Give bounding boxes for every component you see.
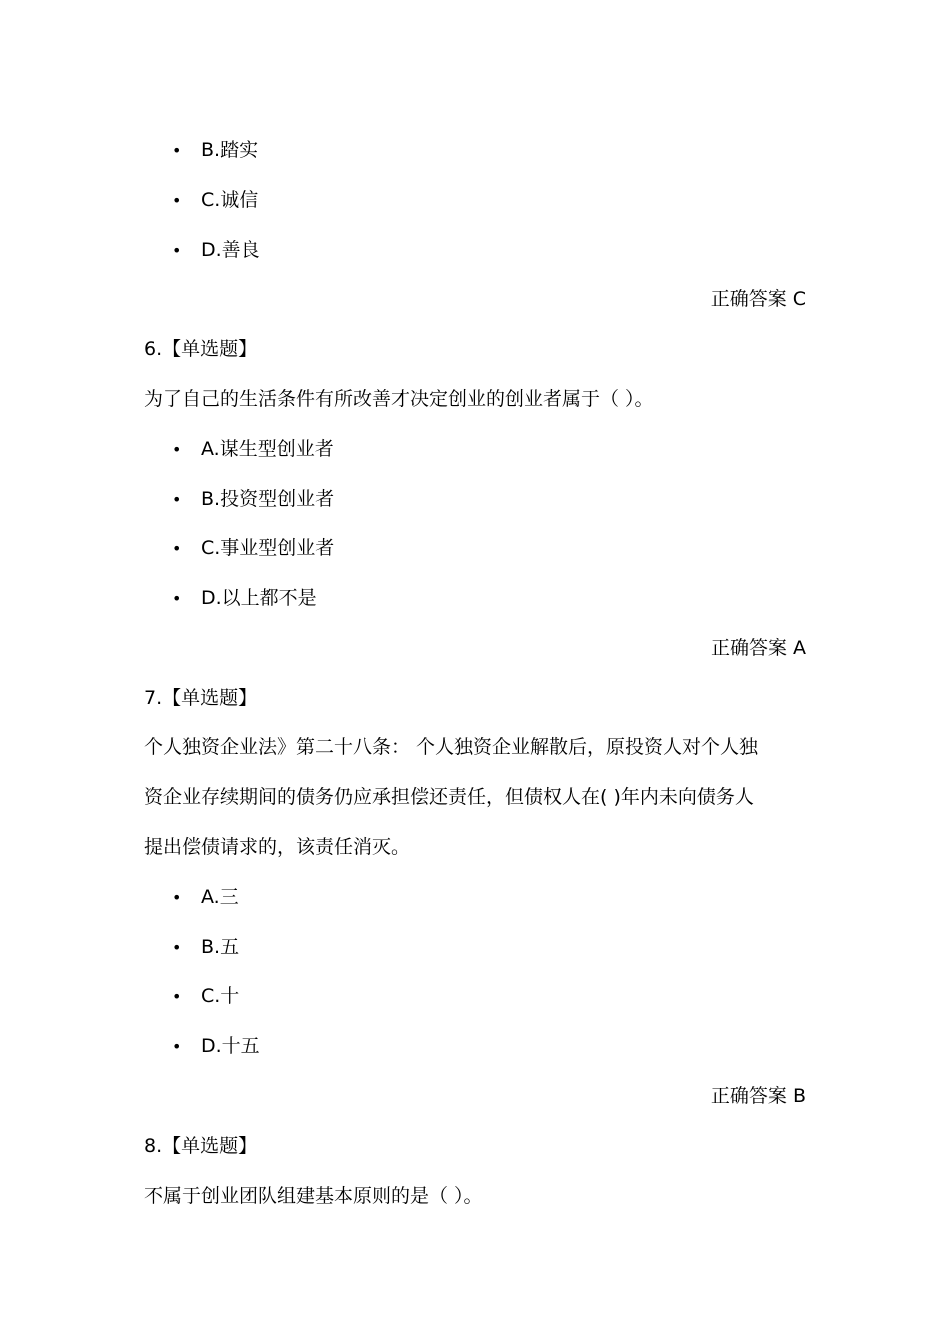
option-item — [172, 882, 239, 912]
bullet-icon: • — [172, 589, 182, 608]
bullet-icon: • — [172, 191, 182, 210]
option-text: C.事业型创业者 — [201, 537, 335, 559]
option-text: C.诚信 — [201, 189, 259, 211]
question-stem: 提出偿债请求的，该责任消灭。 — [144, 836, 411, 858]
question-title: 7.【单选题】 — [144, 687, 258, 709]
question-stem: 为了自己的生活条件有所改善才决定创业的创业者属于（ ）。 — [144, 388, 654, 410]
question-stem: 不属于创业团队组建基本原则的是（ ）。 — [144, 1185, 483, 1207]
option-item — [172, 434, 334, 464]
option-text: B.投资型创业者 — [201, 488, 335, 510]
question-title: 8.【单选题】 — [144, 1135, 258, 1157]
bullet-icon: • — [172, 141, 182, 160]
correct-answer: 正确答案 B — [710, 1085, 806, 1107]
option-text: A.三 — [201, 886, 239, 908]
option-text: D.善良 — [201, 239, 260, 261]
option-text: B.踏实 — [201, 139, 259, 161]
option-text: C.十 — [201, 985, 240, 1007]
bullet-icon: • — [172, 987, 182, 1006]
correct-answer: 正确答案 C — [710, 288, 806, 310]
bullet-icon: • — [172, 241, 182, 260]
question-stem: 个人独资企业法》第二十八条： 个人独资企业解散后，原投资人对个人独 — [144, 736, 759, 758]
option-text: A.谋生型创业者 — [201, 438, 334, 460]
option-item — [172, 484, 334, 514]
bullet-icon: • — [172, 539, 182, 558]
option-item — [172, 583, 317, 613]
option-item — [172, 235, 260, 265]
option-item — [172, 135, 258, 165]
option-item — [172, 185, 258, 215]
correct-answer: 正确答案 A — [710, 637, 806, 659]
option-item — [172, 533, 334, 563]
bullet-icon: • — [172, 1037, 182, 1056]
option-text: D.十五 — [201, 1035, 260, 1057]
bullet-icon: • — [172, 440, 182, 459]
option-item — [172, 932, 239, 962]
bullet-icon: • — [172, 888, 182, 907]
bullet-icon: • — [172, 490, 182, 509]
question-title: 6.【单选题】 — [144, 338, 258, 360]
bullet-icon: • — [172, 938, 182, 957]
option-text: D.以上都不是 — [201, 587, 317, 609]
option-item — [172, 981, 239, 1011]
option-item — [172, 1031, 260, 1061]
option-text: B.五 — [201, 936, 240, 958]
question-stem: 资企业存续期间的债务仍应承担偿还责任，但债权人在( )年内未向债务人 — [144, 786, 754, 808]
